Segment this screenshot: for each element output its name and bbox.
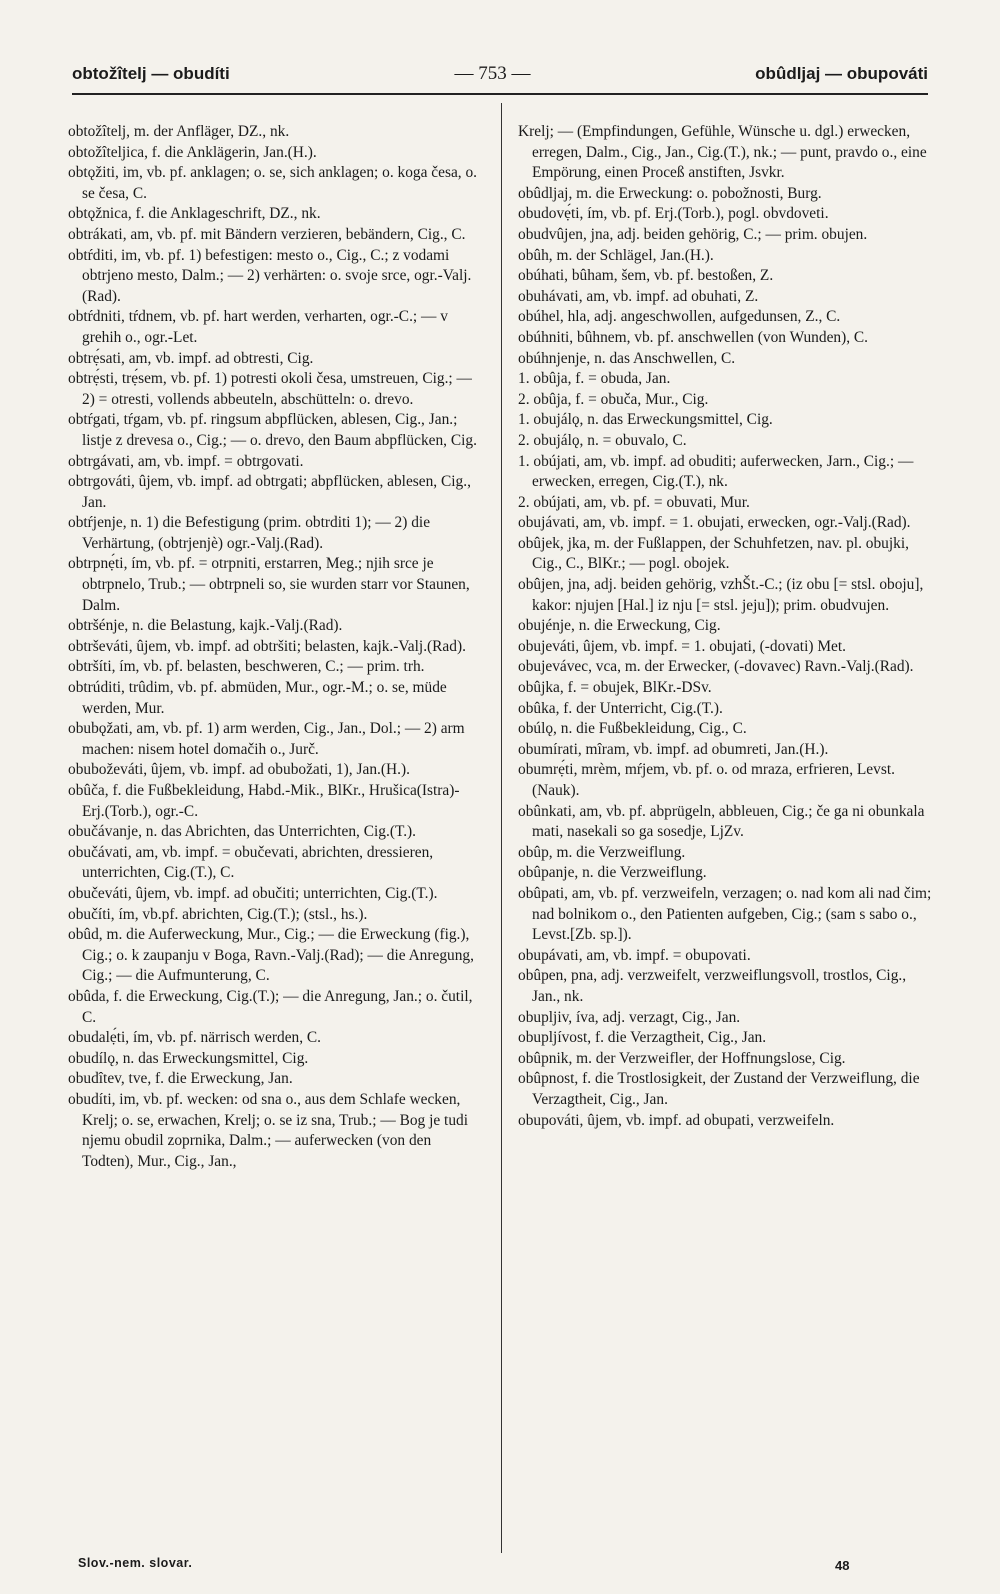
dictionary-entry: 2. obûja, f. = obuča, Mur., Cig. [518, 390, 709, 408]
dictionary-entry: obûka, f. der Unterricht, Cig.(T.). [518, 699, 723, 717]
dictionary-entry: obtrákati, am, vb. pf. mit Bändern verzieren, bebändern, Cig., C. [68, 225, 466, 243]
dictionary-entry: obtršénje, n. die Belastung, kajk.-Valj.(Rad). [68, 617, 343, 635]
right-column [518, 122, 936, 1550]
dictionary-entry: obučíti, ím, vb.pf. abrichten, Cig.(T.); (stsl., hs.). [68, 905, 368, 923]
dictionary-entry: obúhel, hla, adj. angeschwollen, aufgedunsen, Z., C. [518, 308, 841, 326]
dictionary-entry: obûjek, jka, m. der Fußlappen, der Schuhfetzen, nav. pl. obujki, Cig., C., BlKr.; — pogl. obojek. [518, 534, 909, 573]
dictionary-entry: obumírati, mîram, vb. impf. ad obumreti, Jan.(H.). [518, 740, 829, 758]
dictionary-entry: obûpnik, m. der Verzweifler, der Hoffnungslose, Cig. [518, 1049, 846, 1067]
dictionary-entry: obûpanje, n. die Verzweiflung. [518, 864, 707, 882]
dictionary-entry: obudílǫ, n. das Erweckungsmittel, Cig. [68, 1049, 309, 1067]
dictionary-entry: obtrševáti, ûjem, vb. impf. ad obtršiti; belasten, kajk.-Valj.(Rad). [68, 637, 466, 655]
dictionary-entry: obûjen, jna, adj. beiden gehörig, vzhŠt.-C.; (iz obu [= stsl. oboju], kakor: njujen [Hal.] iz nju [= stsl. jeju]); prim. obudvujen. [518, 576, 924, 614]
dictionary-entry: obujávati, am, vb. impf. = 1. obujati, erwecken, ogr.-Valj.(Rad). [518, 514, 911, 532]
dictionary-entry: obtŕditi, im, vb. pf. 1) befestigen: mesto o., Cig., C.; z vodami obtrjeno mesto, Dalm.; — 2) verhärten: o. svoje srce, ogr.-Valj.(Rad). [68, 246, 472, 305]
dictionary-entry: 1. obújati, am, vb. impf. ad obuditi; auferwecken, Jarn., Cig.; — erwecken, erregen, Cig.(T.), nk. [518, 452, 914, 491]
dictionary-entry: 2. obujálǫ, n. = obuvalo, C. [518, 431, 687, 449]
header-rule [72, 93, 928, 95]
dictionary-entry: obûd, m. die Auferweckung, Mur., Cig.; — die Erweckung (fig.), Cig.; o. k zaupanju v Boga, Ravn.-Valj.(Rad); — die Anregung, Cig.; — die Aufmunterung, C. [68, 926, 474, 985]
dictionary-entry: obûh, m. der Schlägel, Jan.(H.). [518, 246, 714, 264]
dictionary-entry: obupováti, ûjem, vb. impf. ad obupati, verzweifeln. [518, 1111, 835, 1129]
dictionary-entry: obûnkati, am, vb. pf. abprügeln, abbleuen, Cig.; če ga ni obunkala mati, nasekali so ga sosedje, LjZv. [518, 802, 925, 841]
header-left-guideword: obtožîtelj — obudíti [72, 64, 230, 83]
dictionary-entry: obtrpnẹ́ti, ím, vb. pf. = otrpniti, erstarren, Meg.; njih srce je obtrpnelo, Trub.; — obtrpneli so, sie wurden starr vor Staunen, Dalm. [68, 555, 470, 614]
dictionary-entry: obuhávati, am, vb. impf. ad obuhati, Z. [518, 287, 759, 305]
dictionary-entry: obujeváti, ûjem, vb. impf. = 1. obujati, (-dovati) Met. [518, 637, 846, 655]
dictionary-entry: obučávanje, n. das Abrichten, das Unterrichten, Cig.(T.). [68, 823, 417, 841]
footer-sheet-number: 48 [835, 1558, 850, 1573]
left-column [68, 122, 484, 1550]
dictionary-entry: obtŕdniti, tŕdnem, vb. pf. hart werden, verharten, ogr.-C.; — v grehih o., ogr.-Let. [68, 308, 448, 346]
dictionary-entry: obupljívost, f. die Verzagtheit, Cig., Jan. [518, 1029, 767, 1047]
dictionary-entry: obûpen, pna, adj. verzweifelt, verzweiflungsvoll, trostlos, Cig., Jan., nk. [518, 967, 907, 1005]
dictionary-entry: obujénje, n. die Erweckung, Cig. [518, 617, 721, 635]
page-number: — 753 — [454, 63, 531, 84]
dictionary-entry: obtrgováti, ûjem, vb. impf. ad obtrgati; abpflücken, ablesen, Cig., Jan. [68, 473, 471, 511]
dictionary-entry: obûča, f. die Fußbekleidung, Habd.-Mik., BlKr., Hrušica(Istra)- Erj.(Torb.), ogr.-C. [68, 782, 460, 820]
dictionary-entry: obučávati, am, vb. impf. = obučevati, abrichten, dressieren, unterrichten, Cig.(T.), C. [68, 843, 434, 882]
dictionary-entry: obtǫžnica, f. die Anklageschrift, DZ., nk. [68, 205, 321, 223]
dictionary-entry: obûpnost, f. die Trostlosigkeit, der Zustand der Verzweiflung, die Verzagtheit, Cig., Jan. [518, 1070, 920, 1108]
dictionary-entry: obtršíti, ím, vb. pf. belasten, beschweren, C.; — prim. trh. [68, 658, 425, 676]
dictionary-entry: obtŕjenje, n. 1) die Befestigung (prim. obtrditi 1); — 2) die Verhärtung, (obtrjenjè) ogr.-Valj.(Rad). [68, 514, 431, 552]
dictionary-entry: obûpati, am, vb. pf. verzweifeln, verzagen; o. nad kom ali nad čim; nad bolnikom o., den Patienten aufgeben, Cig.; (sam s sabo o., Levst.[Zb. sp.]). [518, 884, 932, 944]
dictionary-entry: obtrẹ́sati, am, vb. impf. ad obtresti, Cig. [68, 349, 314, 367]
dictionary-entry: obupávati, am, vb. impf. = obupovati. [518, 946, 751, 964]
dictionary-entry: obudîtev, tve, f. die Erweckung, Jan. [68, 1070, 293, 1088]
dictionary-entry: obtŕgati, tŕgam, vb. pf. ringsum abpflücken, ablesen, Cig., Jan.; listje z drevesa o., Cig.; — o. drevo, den Baum abpflücken, Cig. [68, 411, 477, 449]
column-divider [501, 103, 502, 1553]
dictionary-entry: obúhniti, bûhnem, vb. pf. anschwellen (von Wunden), C. [518, 328, 869, 346]
dictionary-entry: obudalẹ́ti, ím, vb. pf. närrisch werden, C. [68, 1029, 322, 1047]
dictionary-entry: 1. obûja, f. = obuda, Jan. [518, 370, 671, 388]
dictionary-entry: obumrẹ́ti, mrèm, mŕjem, vb. pf. o. od mraza, erfrieren, Levst.(Nauk). [518, 761, 895, 799]
dictionary-entry: obûda, f. die Erweckung, Cig.(T.); — die Anregung, Jan.; o. čutil, C. [68, 987, 473, 1026]
dictionary-entry: obúlǫ, n. die Fußbekleidung, Cig., C. [518, 720, 747, 738]
dictionary-entry: obtrẹ́sti, trẹ́sem, vb. pf. 1) potresti okoli česa, umstreuen, Cig.; — 2) = otresti, vollends abbeuteln, abschütteln: o. drevo. [68, 370, 472, 408]
dictionary-entry: obuboževáti, ûjem, vb. impf. ad obubožati, 1), Jan.(H.). [68, 761, 410, 779]
dictionary-entry: obtrúditi, trûdim, vb. pf. abmüden, Mur., ogr.-M.; o. se, müde werden, Mur. [68, 679, 447, 717]
dictionary-entry: obupljiv, íva, adj. verzagt, Cig., Jan. [518, 1008, 741, 1026]
dictionary-entry: obúhati, bûham, šem, vb. pf. bestoßen, Z. [518, 267, 774, 285]
dictionary-entry: obudovẹ́ti, ím, vb. pf. Erj.(Torb.), pogl. obvdoveti. [518, 205, 829, 223]
dictionary-entry: obtrgávati, am, vb. impf. = obtrgovati. [68, 452, 304, 470]
dictionary-entry: 1. obujálǫ, n. das Erweckungsmittel, Cig. [518, 411, 773, 429]
dictionary-entry: obûdljaj, m. die Erweckung: o. pobožnosti, Burg. [518, 184, 822, 202]
dictionary-entry: obučeváti, ûjem, vb. impf. ad obučiti; unterrichten, Cig.(T.). [68, 884, 438, 902]
dictionary-entry: 2. obújati, am, vb. pf. = obuvati, Mur. [518, 493, 750, 511]
footer-signature: Slov.-nem. slovar. [78, 1556, 193, 1570]
dictionary-entry: obúhnjenje, n. das Anschwellen, C. [518, 349, 736, 367]
dictionary-entry: obtožîtelj, m. der Anfläger, DZ., nk. [68, 123, 290, 140]
dictionary-entry: obubǫžati, am, vb. pf. 1) arm werden, Cig., Jan., Dol.; — 2) arm machen: nisem hotel domačih o., Jurč. [68, 720, 465, 758]
dictionary-entry: obujevávec, vca, m. der Erwecker, (-dovavec) Ravn.-Valj.(Rad). [518, 658, 914, 676]
page-header [72, 58, 928, 90]
dictionary-entry: Krelj; — (Empfindungen, Gefühle, Wünsche u. dgl.) erwecken, erregen, Dalm., Cig., Jan., Cig.(T.), nk.; — punt, pravdo o., eine Empörung, einen Proceß anstiften, Jsvkr. [518, 123, 927, 182]
dictionary-entry: obtožîteljica, f. die Anklägerin, Jan.(H.). [68, 143, 317, 161]
header-right-guideword: obûdljaj — obupováti [755, 64, 928, 83]
dictionary-entry: obudíti, im, vb. pf. wecken: od sna o., aus dem Schlafe wecken, Krelj; o. se, erwachen, Krelj; o. se iz sna, Trub.; — Bog je tudi njemu obudil zoprnika, Dalm.; — auferwecken (von den Todten), Mur., Cig., Jan., [68, 1090, 468, 1170]
dictionary-entry: obûp, m. die Verzweiflung. [518, 843, 686, 861]
dictionary-entry: obudvûjen, jna, adj. beiden gehörig, C.; — prim. obujen. [518, 225, 868, 243]
dictionary-entry: obtǫžiti, im, vb. pf. anklagen; o. se, sich anklagen; o. koga česa, o. se česa, C. [68, 164, 478, 202]
dictionary-entry: obûjka, f. = obujek, BlKr.-DSv. [518, 679, 712, 697]
